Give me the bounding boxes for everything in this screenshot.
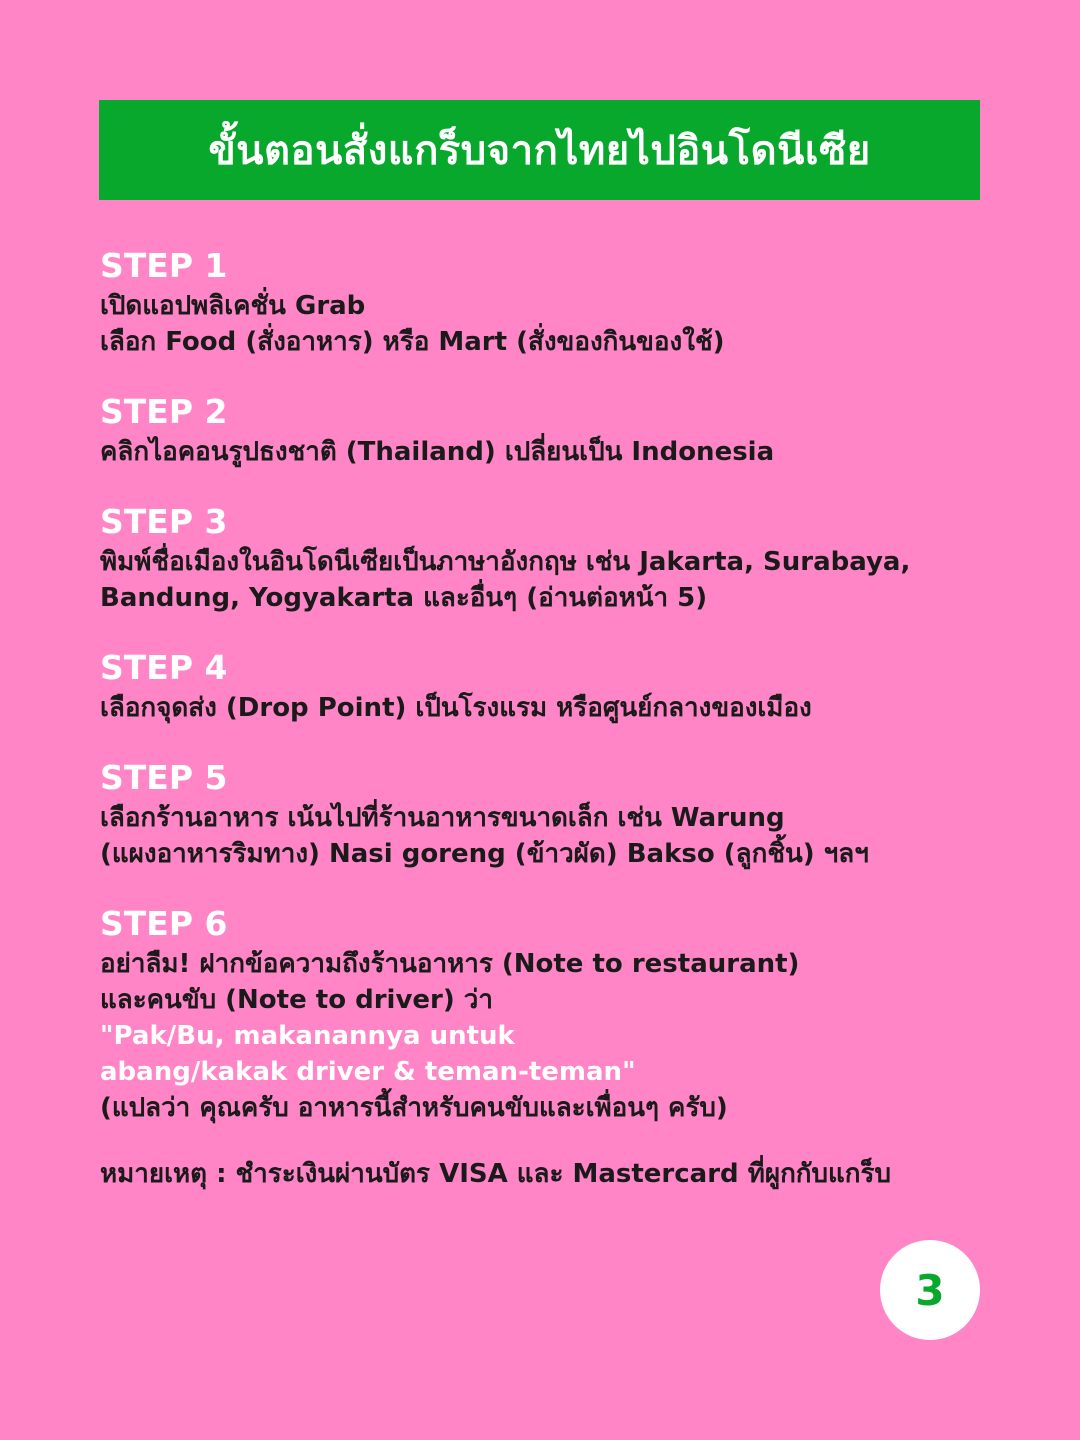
step-6 — [100, 902, 990, 1126]
page-number-badge — [880, 1240, 980, 1340]
indonesian-quote: "Pak/Bu, makanannya untuk — [100, 1021, 515, 1051]
step-4 — [100, 646, 990, 726]
step-heading: STEP 6 — [100, 904, 228, 943]
step-text: พิมพ์ชื่อเมืองในอินโดนีเซียเป็นภาษาอังกฤษ เช่น Jakarta, Surabaya, — [100, 547, 911, 577]
indonesian-quote: abang/kakak driver & teman-teman" — [100, 1057, 636, 1087]
quote-translation: (แปลว่า คุณครับ อาหารนี้สำหรับคนขับและเพื่อนๆ ครับ) — [100, 1093, 728, 1123]
step-3 — [100, 500, 990, 616]
step-text: เลือกร้านอาหาร เน้นไปที่ร้านอาหารขนาดเล็ก เช่น Warung — [100, 803, 785, 833]
step-text: คลิกไอคอนรูปธงชาติ (Thailand) เปลี่ยนเป็น Indonesia — [100, 437, 775, 467]
step-1 — [100, 244, 990, 360]
payment-note: หมายเหตุ : ชำระเงินผ่านบัตร VISA และ Mastercard ที่ผูกกับแกร็บ — [100, 1159, 892, 1189]
step-heading: STEP 1 — [100, 246, 228, 285]
page-title: ขั้นตอนสั่งแกร็บจากไทยไปอินโดนีเซีย — [208, 128, 871, 174]
step-heading: STEP 3 — [100, 502, 228, 541]
step-heading: STEP 5 — [100, 758, 228, 797]
title-banner — [99, 100, 980, 200]
step-text: และคนขับ (Note to driver) ว่า — [100, 985, 493, 1015]
steps-content — [100, 244, 990, 1192]
step-text: Bandung, Yogyakarta และอื่นๆ (อ่านต่อหน้า 5) — [100, 583, 708, 613]
step-heading: STEP 2 — [100, 392, 228, 431]
step-text: เปิดแอปพลิเคชั่น Grab — [100, 291, 366, 321]
step-heading: STEP 4 — [100, 648, 228, 687]
step-text: (แผงอาหารริมทาง) Nasi goreng (ข้าวผัด) Bakso (ลูกชิ้น) ฯลฯ — [100, 839, 869, 869]
step-5 — [100, 756, 990, 872]
step-text: อย่าลืม! ฝากข้อความถึงร้านอาหาร (Note to restaurant) — [100, 949, 800, 979]
step-text: เลือก Food (สั่งอาหาร) หรือ Mart (สั่งของกินของใช้) — [100, 327, 725, 357]
page-number: 3 — [915, 1265, 945, 1315]
step-2 — [100, 390, 990, 470]
step-text: เลือกจุดส่ง (Drop Point) เป็นโรงแรม หรือศูนย์กลางของเมือง — [100, 693, 812, 723]
